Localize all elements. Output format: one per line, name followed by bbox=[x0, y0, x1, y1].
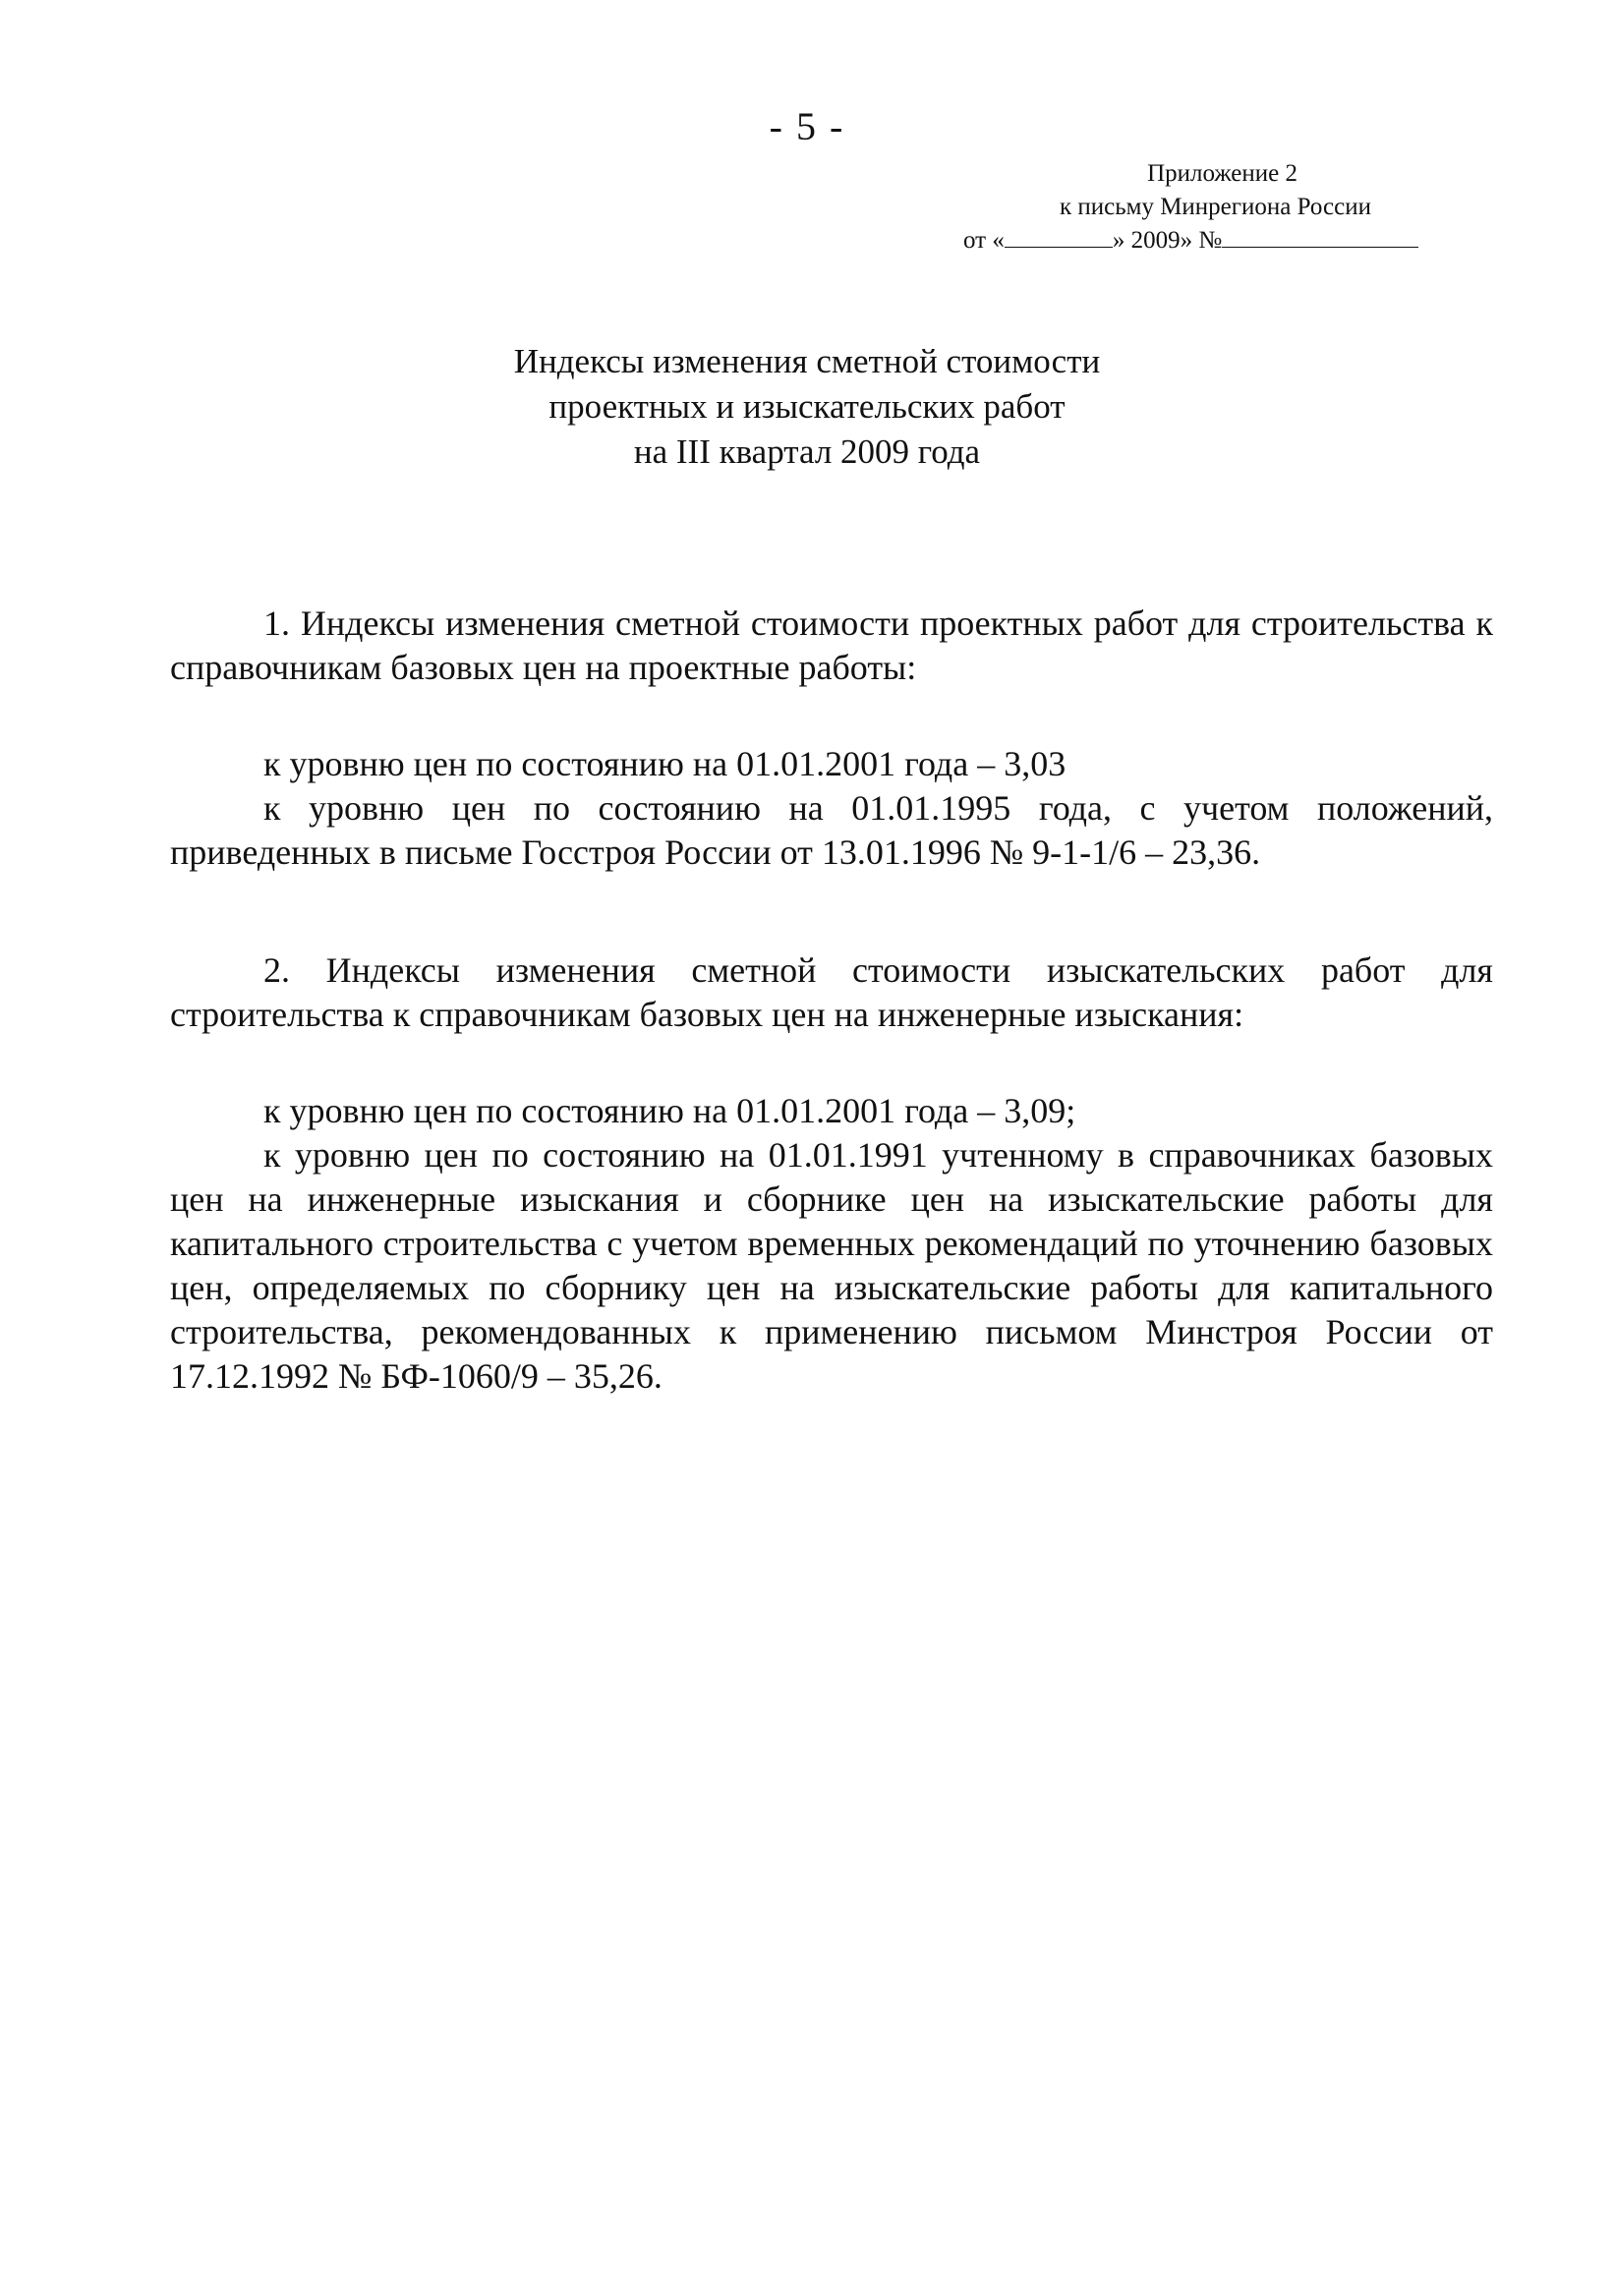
appendix-label: Приложение 2 bbox=[1147, 160, 1297, 187]
section-1-items bbox=[170, 742, 1493, 875]
page-number: - 5 - bbox=[769, 104, 845, 148]
section-1-heading bbox=[170, 602, 1493, 690]
section-2-items bbox=[170, 1089, 1493, 1399]
section-2-item-2: к уровню цен по состоянию на 01.01.1991 учтенному в справочниках базовых цен на инженерные изыскания и сборнике цен на изыскательские работы для капитального строительства с учетом временных рекомендаций по уточнению базовых цен, определяемых по сборнику цен на изыскательские работы для капитального строительства, рекомендованных к применению письмом Минстроя России от 17.12.1992 № БФ-1060/9 – 35,26. bbox=[170, 1135, 1493, 1396]
title-line-1: Индексы изменения сметной стоимости bbox=[513, 342, 1101, 380]
section-2-heading-text: 2. Индексы изменения сметной стоимости изыскательских работ для строительства к справочникам базовых цен на инженерные изыскания: bbox=[170, 950, 1493, 1034]
appendix-date-line bbox=[944, 224, 1455, 258]
section-2-item-1: к уровню цен по состоянию на 01.01.2001 года – 3,09; bbox=[263, 1091, 1076, 1130]
appendix-letter-ref: к письму Минрегиона России bbox=[1059, 194, 1371, 220]
document-title bbox=[0, 339, 1614, 475]
number-blank bbox=[1222, 227, 1418, 248]
appendix-header bbox=[944, 157, 1455, 258]
section-1-item-1: к уровню цен по состоянию на 01.01.2001 года – 3,03 bbox=[263, 744, 1066, 783]
section-1-heading-text: 1. Индексы изменения сметной стоимости проектных работ для строительства к справочникам базовых цен на проектные работы: bbox=[170, 603, 1493, 687]
section-1-item-2: к уровню цен по состоянию на 01.01.1995 года, с учетом положений, приведенных в письме Госстроя России от 13.01.1996 № 9-1-1/6 – 23,36. bbox=[170, 788, 1493, 872]
date-blank bbox=[1005, 227, 1113, 248]
appendix-date-prefix: от « bbox=[963, 227, 1005, 254]
section-2-heading bbox=[170, 948, 1493, 1037]
title-line-2: проектных и изыскательских работ bbox=[548, 387, 1066, 426]
title-line-3: на III квартал 2009 года bbox=[633, 432, 981, 471]
appendix-date-middle: » 2009» № bbox=[1112, 227, 1223, 254]
